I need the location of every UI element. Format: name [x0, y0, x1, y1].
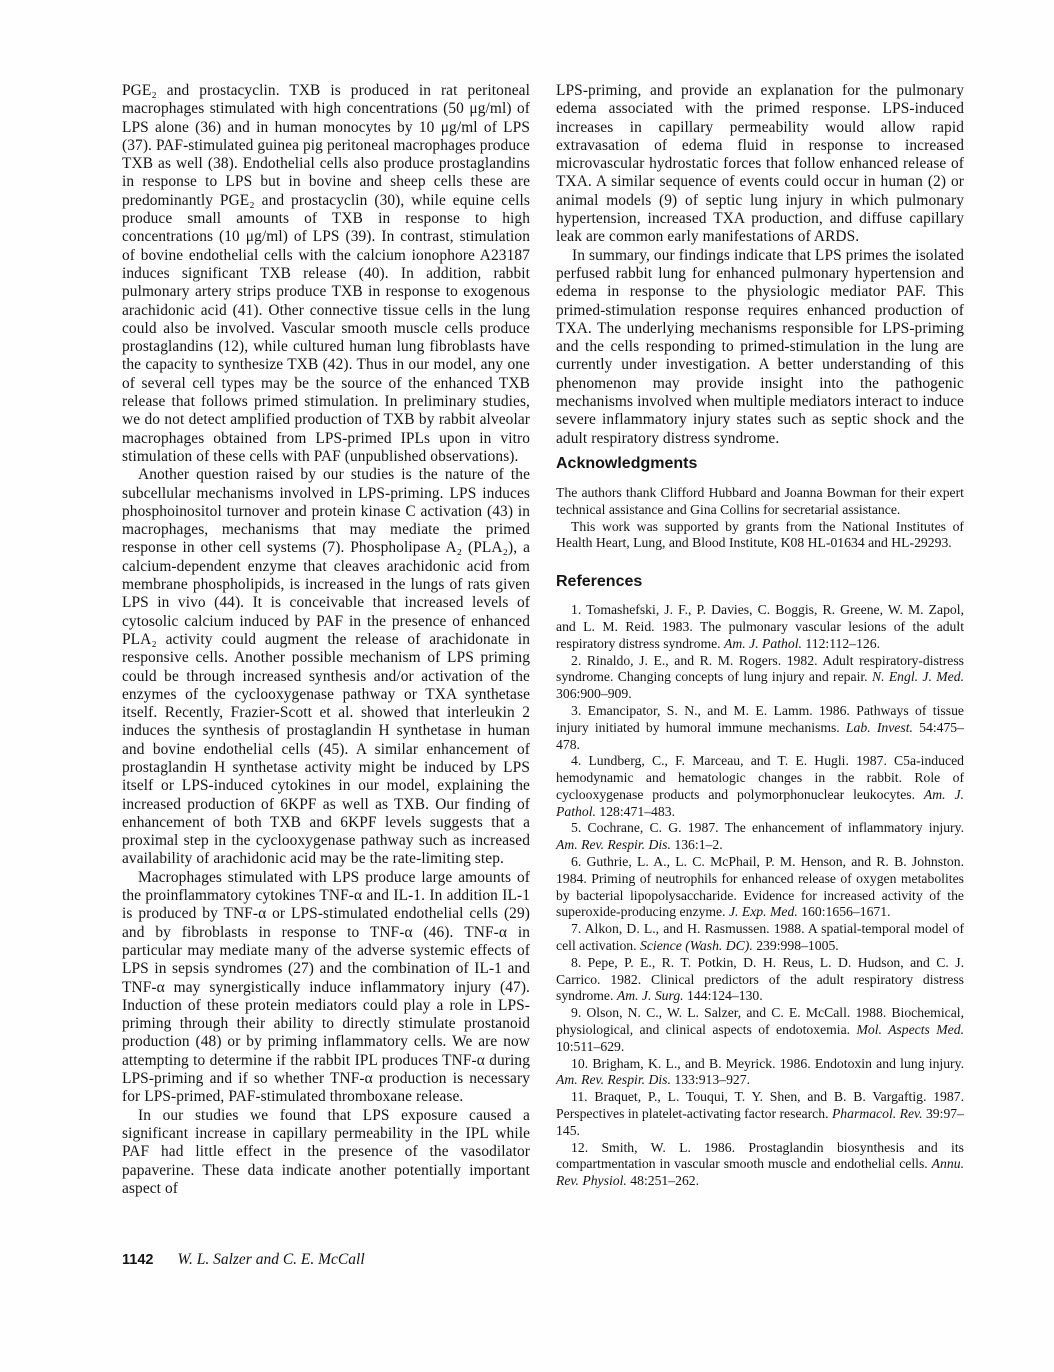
body-paragraph: In summary, our findings indicate that LPS primes the isolated perfused rabbit lung for enhanced pulmonary hypertension and edema in response to the physiologic mediator PAF. This primed-stimulation response requires enhanced production of TXA. The underlying mechanisms responsible for LPS-priming and the cells responding to primed-stimulation in the lung are currently under investigation. A better understanding of this phenomenon may provide insight into the pathogenic mechanisms involved when multiple mediators interact to induce severe inflammatory injury states such as septic shock and the adult respiratory distress syndrome.	[556, 246, 964, 447]
reference-item: 10. Brigham, K. L., and B. Meyrick. 1986. Endotoxin and lung injury. Am. Rev. Respir. Dis. 133:913–927.	[556, 1055, 964, 1088]
page-footer	[122, 1251, 365, 1269]
reference-item: 1. Tomashefski, J. F., P. Davies, C. Boggis, R. Greene, W. M. Zapol, and L. M. Reid. 1983. The pulmonary vascular lesions of the adult respiratory distress syndrome. Am. J. Pathol. 112:112–126.	[556, 602, 964, 651]
reference-item: 7. Alkon, D. L., and H. Rasmussen. 1988. A spatial-temporal model of cell activation. Science (Wash. DC). 239:998–1005.	[556, 921, 964, 954]
reference-item: 4. Lundberg, C., F. Marceau, and T. E. Hugli. 1987. C5a-induced hemodynamic and hematologic changes in the rabbit. Role of cyclooxygenase products and polymorphonuclear leukocytes. Am. J. Pathol. 128:471–483.	[556, 753, 964, 819]
reference-item: 8. Pepe, P. E., R. T. Potkin, D. H. Reus, L. D. Hudson, and C. J. Carrico. 1982. Clinical predictors of the adult respiratory distress syndrome. Am. J. Surg. 144:124–130.	[556, 954, 964, 1004]
reference-item: 12. Smith, W. L. 1986. Prostaglandin biosynthesis and its compartmentation in vascular smooth muscle and endothelial cells. Annu. Rev. Physiol. 48:251–262.	[556, 1139, 964, 1189]
right-column	[556, 82, 964, 1198]
reference-item: 5. Cochrane, C. G. 1987. The enhancement of inflammatory injury. Am. Rev. Respir. Dis. 136:1–2.	[556, 820, 964, 853]
body-paragraph: In our studies we found that LPS exposure caused a significant increase in capillary permeability in the IPL while PAF had little effect in the presence of the vasodilator papaverine. These data indicate another potentially important aspect of	[122, 1106, 530, 1197]
reference-item: 2. Rinaldo, J. E., and R. M. Rogers. 1982. Adult respiratory-distress syndrome. Changing concepts of lung injury and repair. N. Engl. J. Med. 306:900–909.	[556, 652, 964, 702]
references-heading: References	[556, 573, 643, 591]
reference-item: 3. Emancipator, S. N., and M. E. Lamm. 1986. Pathways of tissue injury initiated by humoral immune mechanisms. Lab. Invest. 54:475–478.	[556, 702, 964, 752]
body-paragraph: LPS-priming, and provide an explanation for the pulmonary edema associated with the primed response. LPS-induced increases in capillary permeability would allow rapid extravasation of edema fluid in response to increased microvascular hydrostatic forces that follow enhanced release of TXA. A similar sequence of events could occur in human (2) or animal models (9) of septic lung injury in which pulmonary hypertension, increased TXA production, and diffuse capillary leak are common early manifestations of ARDS.	[556, 82, 964, 246]
reference-item: 6. Guthrie, L. A., L. C. McPhail, P. M. Henson, and R. B. Johnston. 1984. Priming of neutrophils for enhanced release of oxygen metabolites by bacterial lipopolysaccharide. Evidence for increased activity of the superoxide-producing enzyme. J. Exp. Med. 160:1656–1671.	[556, 854, 964, 920]
body-paragraph: Another question raised by our studies is the nature of the subcellular mechanisms involved in LPS-priming. LPS induces phosphoinositol turnover and protein kinase C activation (43) in macrophages, mechanisms that may mediate the primed response in other cell systems (7). Phospholipase A₂ (PLA₂), a calcium-dependent enzyme that cleaves arachidonic acid from membrane phospholipids, is increased in the lungs of rats given LPS in vivo (44). It is conceivable that increased levels of cytosolic calcium induced by PAF in the presence of enhanced PLA₂ activity could augment the release of arachidonate in responsive cells. Another possible mechanism of LPS priming could be through increased synthesis and/or activation of the enzymes of the cyclooxygenase pathway or TXA synthetase itself. Recently, Frazier-Scott et al. showed that interleukin 2 induces the synthesis of prostaglandin H synthetase in human and bovine endothelial cells (45). A similar enhancement of prostaglandin H synthetase activity might be induced by LPS itself or LPS-induced cytokines in our model, explaining the increased production of 6KPF as well as TXB. Our finding of enhancement of both TXB and 6KPF levels suggests that a proximal step in the cyclooxygenase pathway such as increased availability of arachidonic acid may be the rate-limiting step.	[122, 466, 530, 868]
reference-item: 9. Olson, N. C., W. L. Salzer, and C. E. McCall. 1988. Biochemical, physiological, and clinical aspects of endotoxemia. Mol. Aspects Med. 10:511–629.	[556, 1005, 964, 1054]
running-authors: W. L. Salzer and C. E. McCall	[177, 1251, 365, 1268]
page-number: 1142	[122, 1252, 154, 1268]
body-paragraph: PGE₂ and prostacyclin. TXB is produced in rat peritoneal macrophages stimulated with high concentrations (50 μg/ml) of LPS alone (36) and in human monocytes by 10 μg/ml of LPS (37). PAF-stimulated guinea pig peritoneal macrophages produce TXB as well (38). Endothelial cells also produce prostaglandins in response to LPS but in bovine and sheep cells these are predominantly PGE₂ and prostacyclin (30), while equine cells produce small amounts of TXB in response to high concentrations (10 μg/ml) of LPS (39). In contrast, stimulation of bovine endothelial cells with the calcium ionophore A23187 induces significant TXB release (40). In addition, rabbit pulmonary artery strips produce TXB in response to exogenous arachidonic acid (41). Other connective tissue cells in the lung could also be involved. Vascular smooth muscle cells produce prostaglandins (12), while cultured human lung fibroblasts have the capacity to synthesize TXB (42). Thus in our model, any one of several cell types may be the source of the enhanced TXB release that follows primed stimulation. In preliminary studies, we do not detect amplified production of TXB by rabbit alveolar macrophages obtained from LPS-primed IPLs upon in vitro stimulation of these cells with PAF (unpublished observations).	[122, 82, 530, 465]
acknowledgments-heading: Acknowledgments	[556, 454, 698, 472]
acknowledgments-paragraph: This work was supported by grants from the National Institutes of Health Heart, Lung, and Blood Institute, K08 HL-01634 and HL-29293.	[556, 518, 964, 551]
body-paragraph: Macrophages stimulated with LPS produce large amounts of the proinflammatory cytokines TNF-α and IL-1. In addition IL-1 is produced by TNF-α or LPS-stimulated endothelial cells (29) and by fibroblasts in response to TNF-α (46). TNF-α in particular may mediate many of the adverse systemic effects of LPS in sepsis syndromes (27) and the combination of IL-1 and TNF-α may synergistically induce inflammatory injury (47). Induction of these protein mediators could play a role in LPS-priming through their ability to directly stimulate prostanoid production (48) or by priming inflammatory cells. We are now attempting to determine if the rabbit IPL produces TNF-α during LPS-priming and if so whether TNF-α production is necessary for LPS-primed, PAF-stimulated thromboxane release.	[122, 868, 530, 1106]
left-column	[122, 82, 530, 1198]
reference-item: 11. Braquet, P., L. Touqui, T. Y. Shen, and B. B. Vargaftig. 1987. Perspectives in platelet-activating factor research. Pharmacol. Rev. 39:97–145.	[556, 1089, 964, 1138]
acknowledgments-paragraph: The authors thank Clifford Hubbard and Joanna Bowman for their expert technical assistance and Gina Collins for secretarial assistance.	[556, 484, 964, 517]
